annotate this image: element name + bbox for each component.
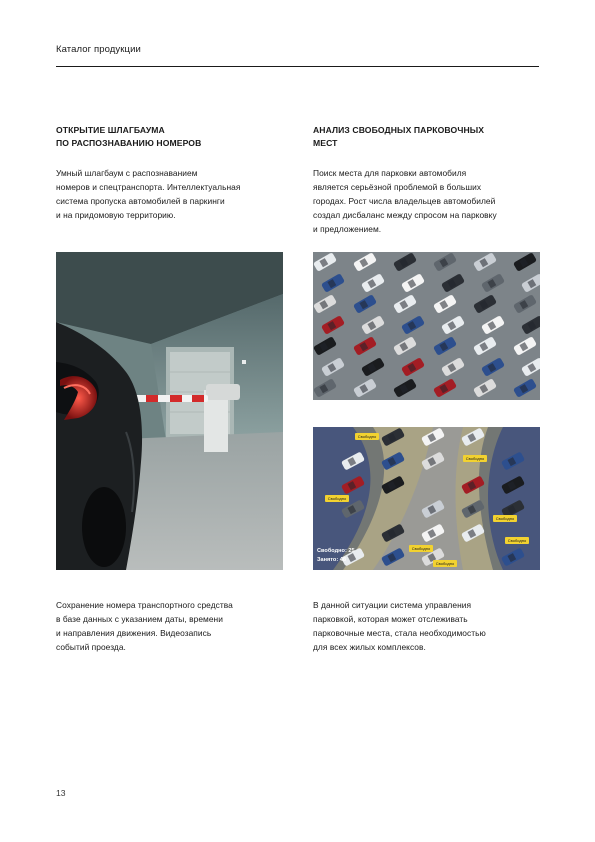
heading-line: АНАЛИЗ СВОБОДНЫХ ПАРКОВОЧНЫХ (313, 125, 485, 135)
header-divider (56, 66, 539, 67)
free-spot-tag-label: Свободно (507, 538, 527, 544)
text-line: для всех жилых комплексов. (313, 642, 426, 652)
barrier-intro-text (56, 166, 240, 222)
text-line: парковкой, которая может отслеживать (313, 614, 468, 624)
text-line: система пропуска автомобилей в паркинги (56, 196, 225, 206)
free-spot-tag-label: Свободно (465, 456, 485, 462)
text-line: Сохранение номера транспортного средства (56, 600, 233, 610)
text-line: создал дисбаланс между спросом на парковку (313, 210, 497, 220)
free-spot-tag-label: Свободно (495, 516, 515, 522)
parking-intro-text (313, 166, 497, 236)
free-count-label: Свободно: 25 (317, 548, 355, 554)
parking-barrier-photo (56, 252, 283, 570)
text-line: и предложением. (313, 224, 382, 234)
heading-line: ОТКРЫТИЕ ШЛАГБАУМА (56, 125, 165, 135)
free-spot-tag-label: Свободно (357, 434, 377, 440)
parking-caption (313, 598, 486, 654)
heading-line: МЕСТ (313, 138, 338, 148)
free-spot-tag-label: Свободно (411, 546, 431, 552)
aerial-parking-illustration (313, 252, 540, 400)
text-line: Поиск места для парковки автомобиля (313, 168, 467, 178)
parking-counter (317, 547, 355, 565)
text-line: в базе данных с указанием даты, времени (56, 614, 223, 624)
text-line: номеров и спецтранспорта. Интеллектуальная (56, 182, 241, 192)
catalog-title: Каталог продукции (56, 44, 141, 55)
parking-lot-aerial-photo (313, 252, 540, 400)
text-line: Умный шлагбаум с распознаванием (56, 168, 198, 178)
page-number: 13 (56, 788, 66, 798)
text-line: городах. Рост числа владельцев автомобилей (313, 196, 496, 206)
text-line: событий проезда. (56, 642, 126, 652)
barrier-caption (56, 598, 233, 654)
text-line: и на придомовую территорию. (56, 210, 176, 220)
text-line: является серьёзной проблемой в больших (313, 182, 482, 192)
heading-line: ПО РАСПОЗНАВАНИЮ НОМЕРОВ (56, 138, 202, 148)
text-line: В данной ситуации система управления (313, 600, 472, 610)
text-line: парковочные места, стала необходимостью (313, 628, 486, 638)
barrier-section-heading (56, 124, 201, 150)
parking-analysis-photo (313, 427, 540, 570)
free-spot-tag-label: Свободно (435, 561, 455, 567)
text-line: и направления движения. Видеозапись (56, 628, 212, 638)
free-spot-tag-label: Свободно (327, 496, 347, 502)
barrier-illustration (56, 252, 283, 570)
occupied-count-label: Занято: 48 (317, 557, 346, 563)
parking-analysis-heading (313, 124, 484, 150)
